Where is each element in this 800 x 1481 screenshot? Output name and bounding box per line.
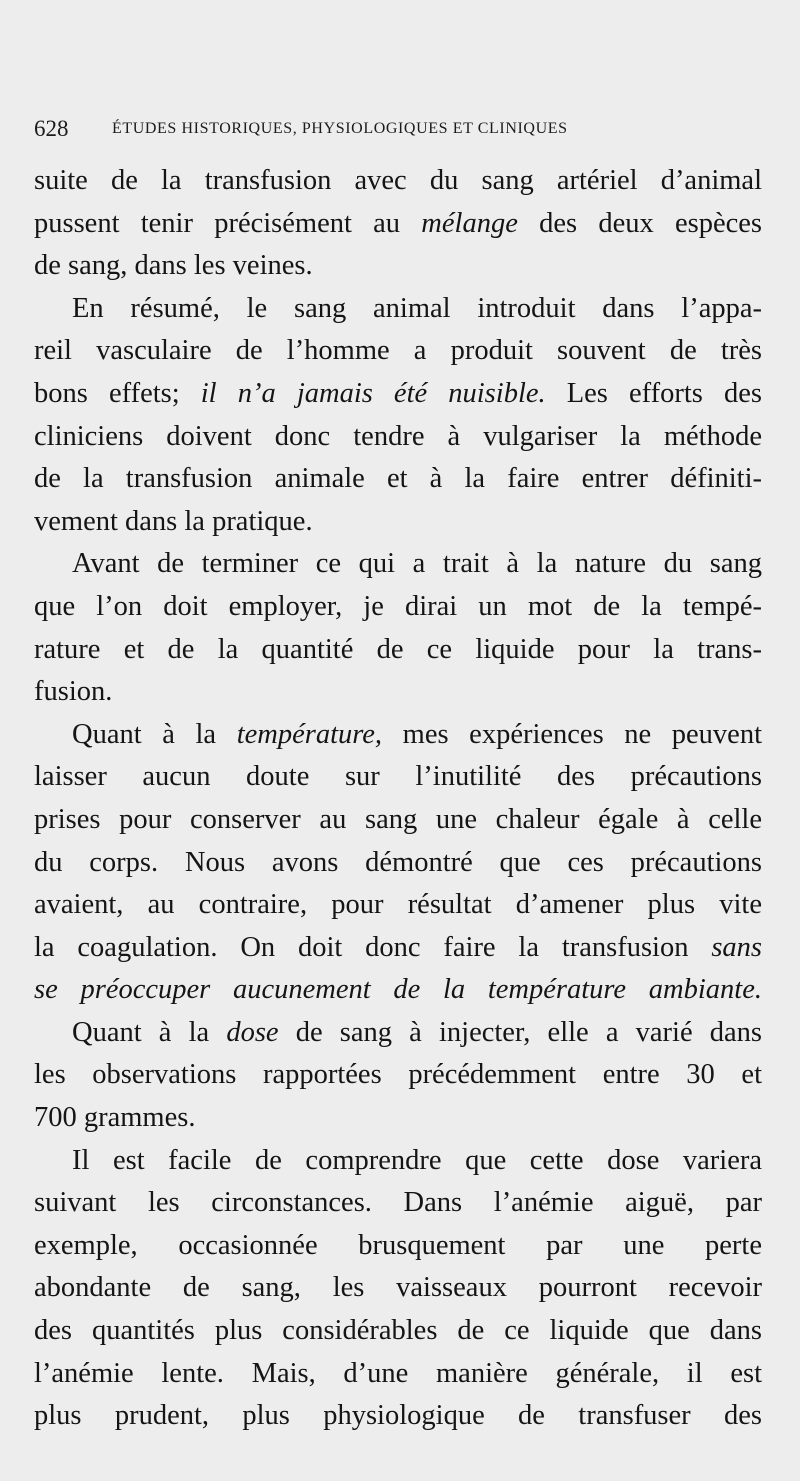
text-line: reil vasculaire de l’homme a produit souvent de très bbox=[34, 335, 762, 367]
paragraph bbox=[34, 543, 762, 713]
text-line: que l’on doit employer, je dirai un mot de la tempé- bbox=[34, 590, 762, 622]
text-line: plus prudent, plus physiologique de transfuser des bbox=[34, 1400, 762, 1432]
text-line: bons effets; il n’a jamais été nuisible. Les efforts des bbox=[34, 377, 762, 409]
italic-text: température, bbox=[236, 718, 383, 750]
text-line: laisser aucun doute sur l’inutilité des précautions bbox=[34, 761, 762, 793]
text-line: suite de la transfusion avec du sang artériel d’animal bbox=[34, 165, 762, 196]
running-title: ÉTUDES HISTORIQUES, PHYSIOLOGIQUES ET CLINIQUES bbox=[112, 120, 568, 137]
text-line: exemple, occasionnée brusquement par une perte bbox=[34, 1229, 762, 1261]
text-line: pussent tenir précisément au mélange des deux espèces bbox=[34, 207, 763, 239]
italic-text: sans bbox=[711, 931, 762, 963]
text-line: avaient, au contraire, pour résultat d’amener plus vite bbox=[34, 889, 762, 921]
text-line: la coagulation. On doit donc faire la transfusion sans bbox=[34, 931, 762, 963]
text-line: Il est facile de comprendre que cette dose variera bbox=[72, 1144, 762, 1176]
text-line: rature et de la quantité de ce liquide pour la trans- bbox=[34, 633, 762, 665]
text-line: En résumé, le sang animal introduit dans l’appa- bbox=[72, 292, 762, 324]
italic-text: se préoccuper aucunement de la température ambiante. bbox=[34, 974, 762, 1006]
text-line: abondante de sang, les vaisseaux pourront recevoir bbox=[34, 1272, 762, 1304]
italic-text: il n’a jamais été nuisible. bbox=[200, 377, 546, 409]
text-line: cliniciens doivent donc tendre à vulgariser la méthode bbox=[34, 420, 762, 452]
paragraph bbox=[34, 1012, 762, 1140]
text-line bbox=[34, 969, 762, 1012]
text-line: les observations rapportées précédemment entre 30 et bbox=[34, 1059, 762, 1091]
text-line: des quantités plus considérables de ce liquide que dans bbox=[34, 1315, 762, 1347]
text-line: de sang, dans les veines. bbox=[34, 250, 313, 282]
text-line: Quant à la température, mes expériences ne peuvent bbox=[72, 718, 762, 750]
text-line: Quant à la dose de sang à injecter, elle a varié dans bbox=[72, 1016, 762, 1048]
text-line: 700 grammes. bbox=[34, 1102, 196, 1134]
page-header bbox=[34, 114, 774, 148]
text-line: l’anémie lente. Mais, d’une manière générale, il est bbox=[34, 1357, 762, 1389]
text-line: prises pour conserver au sang une chaleur égale à celle bbox=[34, 803, 762, 835]
paragraph bbox=[34, 160, 762, 288]
paragraph bbox=[34, 714, 762, 1012]
text-line: vement dans la pratique. bbox=[34, 505, 313, 537]
page-number: 628 bbox=[34, 116, 69, 141]
text-line: de la transfusion animale et à la faire entrer définiti- bbox=[34, 463, 762, 495]
paragraph bbox=[34, 288, 762, 544]
italic-text: mélange bbox=[421, 207, 518, 239]
text-line: du corps. Nous avons démontré que ces précautions bbox=[34, 846, 762, 878]
paragraph bbox=[34, 1140, 762, 1438]
text-line: suivant les circonstances. Dans l’anémie aiguë, par bbox=[34, 1187, 762, 1219]
text-line: fusion. bbox=[34, 676, 113, 708]
text-line: Avant de terminer ce qui a trait à la nature du sang bbox=[72, 548, 762, 580]
italic-text: dose bbox=[226, 1016, 279, 1048]
body-text bbox=[34, 160, 762, 1438]
